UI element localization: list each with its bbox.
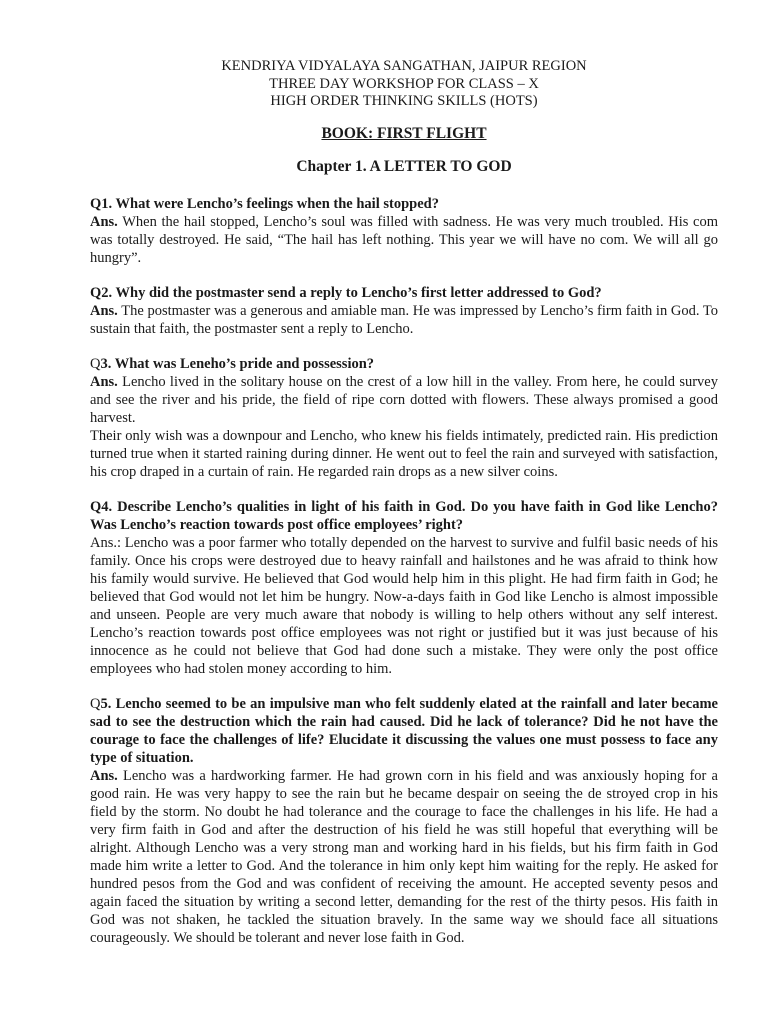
qa-block-4 [90, 498, 718, 678]
document-page [90, 58, 718, 947]
answer-4: Ans.: Lencho was a poor farmer who totally depended on the harvest to survive and fulfil basic needs of his family. Once his crops were destroyed due to heavy rainfall and hailstones and he was afraid to think how his family would survive. He believed that God would help him in this plight. He had firm faith in God; he believed that God would not let him be hungry. Now-a-days faith in God like Lencho is almost impossible and unseen. People are very much aware that nobody is willing to help others without any self interest. Lencho’s reaction towards post office employees was not right or justified but it was just because of his innocence as he could not believe that God had done such a mistake. They were only the post office employees who had stolen money according to him. [90, 534, 718, 677]
question-4: Q4. Describe Lencho’s qualities in light of his faith in God. Do you have faith in God like Lencho? Was Lencho’s reaction towards post office employees’ right? [90, 498, 718, 533]
answer-label: Ans. [90, 213, 118, 230]
qa-block-3 [90, 355, 718, 481]
header-line-1: KENDRIYA VIDYALAYA SANGATHAN, JAIPUR REGION [221, 58, 587, 74]
question-prefix: Q [90, 355, 101, 372]
qa-block-2 [90, 284, 718, 338]
question-prefix: Q [90, 695, 101, 712]
answer-text: When the hail stopped, Lencho’s soul was filled with sadness. He was very much troubled. His com was totally destroyed. He said, “The hail has left nothing. This year we will have no com. We will all go hungry”. [90, 213, 718, 266]
document-header [90, 58, 718, 111]
answer-3 [90, 373, 718, 427]
answer-text: The postmaster was a generous and amiable man. He was impressed by Lencho’s firm faith in God. To sustain that faith, the postmaster sent a reply to Lencho. [90, 302, 718, 337]
answer-text: Lencho was a hardworking farmer. He had grown corn in his field and was anxiously hoping for a good rain. He was very happy to see the rain but he became despair on seeing the de stroyed crop in his field by the storm. No doubt he had tolerance and the courage to face the challenges in his life. He had a very firm faith in God and after the destruction of his field he was still hopeful that everything will be alright. Although Lencho was a very strong man and working hard in his fields, but his firm faith in God made him write a letter to God. And the tolerance in him only kept him waiting for the reply. He asked for hundred pesos from the God and was confident of receiving the amount. He accepted seventy pesos and again faced the situation by writing a second letter, demanding for the rest of the thirty pesos. His faith in God was not shaken, he tackled the situation bravely. In the same way we should face all situations courageously. We should be tolerant and never lose faith in God. [90, 767, 718, 946]
answer-2 [90, 302, 718, 338]
answer-3-continued: Their only wish was a downpour and Lencho, who knew his fields intimately, predicted rain. His prediction turned true when it started raining during dinner. He went out to feel the rain and surveyed with satisfaction, his crop draped in a curtain of rain. He regarded rain drops as a new silver coins. [90, 427, 718, 480]
question-text: 5. Lencho seemed to be an impulsive man who felt suddenly elated at the rainfall and later became sad to see the destruction which the rain had caused. Did he lack of tolerance? Did he not have the courage to face the challenges of life? Elucidate it discussing the values one must possess to face any type of situation. [90, 695, 718, 766]
question-text: 3. What was Leneho’s pride and possession? [100, 355, 375, 372]
qa-block-1 [90, 195, 718, 267]
question-3 [90, 355, 718, 373]
header-line-3: HIGH ORDER THINKING SKILLS (HOTS) [270, 93, 538, 109]
question-1: Q1. What were Lencho’s feelings when the hail stopped? [90, 195, 439, 212]
chapter-title: Chapter 1. A LETTER TO GOD [296, 157, 512, 175]
answer-1 [90, 213, 718, 267]
answer-label: Ans. [90, 767, 118, 784]
answer-label: Ans. [90, 373, 118, 390]
book-title: BOOK: FIRST FLIGHT [321, 124, 487, 142]
answer-text: Lencho lived in the solitary house on the crest of a low hill in the valley. From here, he could survey and see the river and his pride, the field of ripe corn dotted with flowers. These always promised a good harvest. [90, 373, 718, 426]
answer-5 [90, 767, 718, 947]
header-line-2: THREE DAY WORKSHOP FOR CLASS – X [269, 75, 539, 92]
answer-label: Ans. [90, 302, 118, 319]
qa-block-5 [90, 695, 718, 947]
question-5 [90, 695, 718, 767]
question-2: Q2. Why did the postmaster send a reply to Lencho’s first letter addressed to God? [90, 284, 602, 301]
